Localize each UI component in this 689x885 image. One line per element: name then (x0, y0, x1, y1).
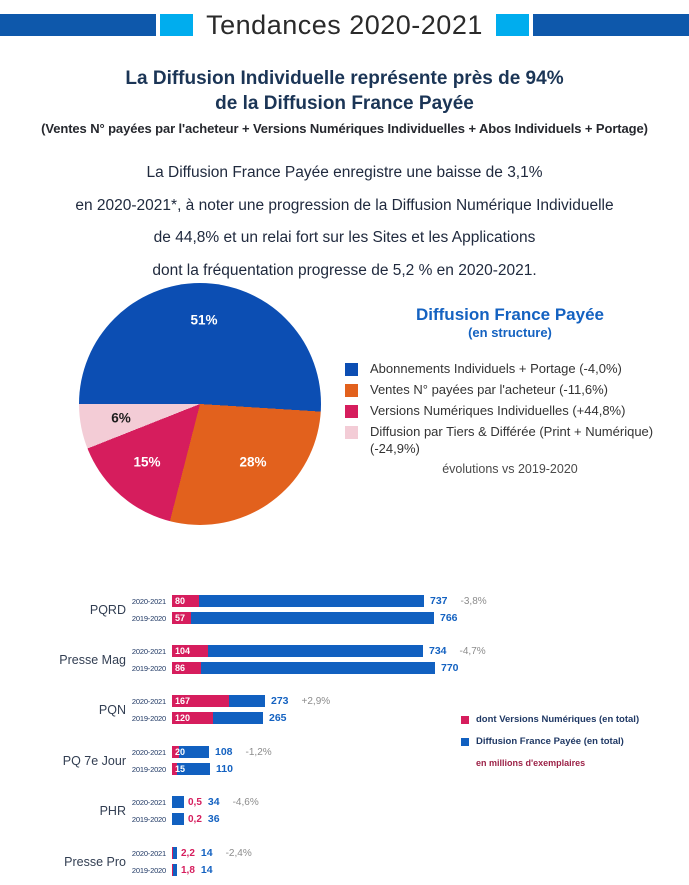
bar-segment-total (191, 612, 434, 624)
stacked-bar (172, 612, 434, 624)
bar-segment-total (229, 695, 265, 707)
stacked-bar (172, 763, 210, 775)
bar-row (128, 695, 689, 707)
bar-group-rows (128, 645, 689, 674)
bar-group (0, 645, 689, 679)
bar-chart (0, 575, 689, 885)
pie-legend-footnote: évolutions vs 2019-2020 (442, 462, 578, 476)
pie-slice-label: 51% (190, 312, 218, 328)
bar-total-label: 273 (271, 695, 289, 707)
bar-row (128, 864, 689, 876)
pie-legend-items (345, 361, 675, 457)
bar-numerique-label: 104 (175, 646, 191, 656)
bar-year-label: 2020-2021 (131, 848, 166, 858)
bar-chart-legend (461, 714, 639, 768)
legend-swatch-pink (345, 426, 358, 439)
pie-legend-item (345, 361, 675, 378)
bar-group-rows (128, 595, 689, 624)
bar-evolution-label: -4,7% (459, 645, 486, 657)
bar-total-label: 110 (216, 763, 233, 775)
bar-segment-total (201, 662, 435, 674)
bar-segment-total (173, 847, 177, 859)
stacked-bar (172, 847, 177, 859)
pie-legend (345, 305, 675, 476)
bar-group-label: PQN (98, 702, 126, 717)
bar-group (0, 847, 689, 881)
stacked-bar (172, 864, 177, 876)
pie-legend-label: Abonnements Individuels + Portage (-4,0%) (370, 361, 622, 376)
bar-year-label: 2020-2021 (131, 696, 166, 706)
bar-legend-item (461, 714, 639, 725)
bar-legend-label: Diffusion France Payée (en total) (476, 736, 624, 747)
stacked-bar (172, 595, 424, 607)
headline-subtitle: (Ventes N° payées par l'acheteur + Versions Numériques Individuelles + Abos Individuels + Portage) (41, 121, 648, 136)
bar-numerique-label: 2,2 (181, 847, 195, 859)
header-bar-right (533, 14, 689, 36)
headline (0, 66, 689, 116)
pie-slice-label: 28% (239, 454, 267, 470)
bar-total-label: 770 (441, 662, 459, 674)
bar-year-label: 2020-2021 (131, 646, 166, 656)
bar-row (128, 662, 689, 674)
bar-group-label: PQ 7e Jour (62, 753, 126, 768)
page-title: Tendances 2020-2021 (206, 9, 483, 40)
pie-legend-label: Ventes N° payées par l'acheteur (-11,6%) (370, 382, 608, 397)
bar-row (128, 612, 689, 624)
bar-total-label: 734 (429, 645, 447, 657)
bar-numerique-label: 86 (175, 663, 186, 673)
bar-year-label: 2019-2020 (131, 713, 166, 723)
bar-evolution-label: -1,2% (245, 746, 272, 758)
bar-numerique-label: 80 (175, 596, 186, 606)
bar-numerique-label: 0,2 (188, 813, 202, 825)
bar-evolution-label: -3,8% (460, 595, 487, 607)
bar-group-label: Presse Pro (64, 854, 126, 869)
bar-group-label: Presse Mag (59, 652, 126, 667)
pie-slice-label: 6% (111, 410, 131, 426)
header-square-right (496, 14, 529, 36)
stacked-bar (172, 645, 423, 657)
bar-total-label: 737 (430, 595, 448, 607)
bar-segment-total (173, 864, 177, 876)
paragraph-line: La Diffusion France Payée enregistre une baisse de 3,1% (146, 164, 543, 181)
bar-unit-note: en millions d'exemplaires (476, 758, 586, 768)
pie-legend-subtitle: (en structure) (468, 325, 552, 340)
bar-segment-total (208, 645, 423, 657)
bar-year-label: 2019-2020 (131, 764, 166, 774)
bar-total-label: 14 (200, 864, 213, 876)
legend-swatch-numerique (461, 716, 469, 724)
bar-total-label: 14 (200, 847, 213, 859)
pie-legend-item (345, 382, 675, 399)
bar-segment-total (172, 813, 184, 825)
bar-year-label: 2020-2021 (131, 797, 166, 807)
bar-evolution-label: -4,6% (232, 796, 259, 808)
bar-numerique-label: 120 (175, 713, 191, 723)
bar-legend-item (461, 736, 639, 747)
legend-swatch-crimson (345, 405, 358, 418)
stacked-bar (172, 695, 265, 707)
header-square-left (160, 14, 193, 36)
bar-total-label: 34 (207, 796, 220, 808)
bar-segment-total (213, 712, 263, 724)
bar-group (0, 595, 689, 629)
pie-legend-item (345, 403, 675, 420)
bar-row (128, 595, 689, 607)
bar-numerique-label: 167 (175, 696, 191, 706)
stacked-bar (172, 796, 184, 808)
bar-group (0, 796, 689, 830)
bar-group-label: PHR (99, 803, 126, 818)
legend-swatch-total (461, 738, 469, 746)
bar-group-label: PQRD (89, 602, 126, 617)
paragraph-line: en 2020-2021*, à noter une progression de la Diffusion Numérique Individuelle (75, 196, 614, 214)
headline-line-1: La Diffusion Individuelle représente près de 94% (125, 68, 564, 89)
header-banner (0, 9, 689, 40)
bar-year-label: 2020-2021 (131, 596, 166, 606)
pie-legend-label: Versions Numériques Individuelles (+44,8%) (370, 403, 626, 418)
stacked-bar (172, 813, 184, 825)
stacked-bar (172, 712, 263, 724)
bar-year-label: 2019-2020 (131, 865, 166, 875)
pie-legend-label: Diffusion par Tiers & Différée (Print + Numérique) (-24,9%) (370, 424, 654, 456)
bar-evolution-label: -2,4% (225, 847, 252, 859)
bar-total-label: 265 (269, 712, 287, 724)
paragraph-line: dont la fréquentation progresse de 5,2 % en 2020-2021. (152, 261, 537, 279)
bar-year-label: 2019-2020 (131, 613, 166, 623)
legend-swatch-blue (345, 363, 358, 376)
bar-row (128, 645, 689, 657)
bar-total-label: 108 (215, 746, 233, 758)
bar-numerique-label: 1,8 (181, 864, 195, 876)
paragraph-line: de 44,8% et un relai fort sur les Sites et les Applications (153, 229, 536, 246)
bar-row (128, 847, 689, 859)
legend-swatch-orange (345, 384, 358, 397)
bar-numerique-label: 15 (175, 764, 186, 774)
bar-numerique-label: 20 (175, 747, 186, 757)
intro-paragraph (0, 157, 689, 287)
pie-legend-title: Diffusion France Payée (415, 305, 604, 324)
bar-segment-total (199, 595, 424, 607)
bar-total-label: 766 (440, 612, 458, 624)
header-bar-left (0, 14, 156, 36)
bar-legend-label: dont Versions Numériques (en total) (476, 714, 640, 725)
bar-evolution-label: +2,9% (301, 695, 331, 707)
bar-numerique-label: 0,5 (188, 796, 202, 808)
bar-segment-total (172, 796, 184, 808)
bar-total-label: 36 (207, 813, 220, 825)
bar-year-label: 2020-2021 (131, 747, 166, 757)
bar-row (128, 813, 689, 825)
pie-legend-item (345, 424, 675, 457)
stacked-bar (172, 746, 209, 758)
bar-group-rows (128, 847, 689, 876)
bar-numerique-label: 57 (175, 613, 186, 623)
bar-row (128, 796, 689, 808)
bar-year-label: 2019-2020 (131, 814, 166, 824)
bar-group-rows (128, 796, 689, 825)
headline-line-2: de la Diffusion France Payée (215, 93, 474, 114)
stacked-bar (172, 662, 435, 674)
pie-slice-label: 15% (133, 454, 161, 470)
bar-year-label: 2019-2020 (131, 663, 166, 673)
pie-chart (79, 283, 321, 525)
